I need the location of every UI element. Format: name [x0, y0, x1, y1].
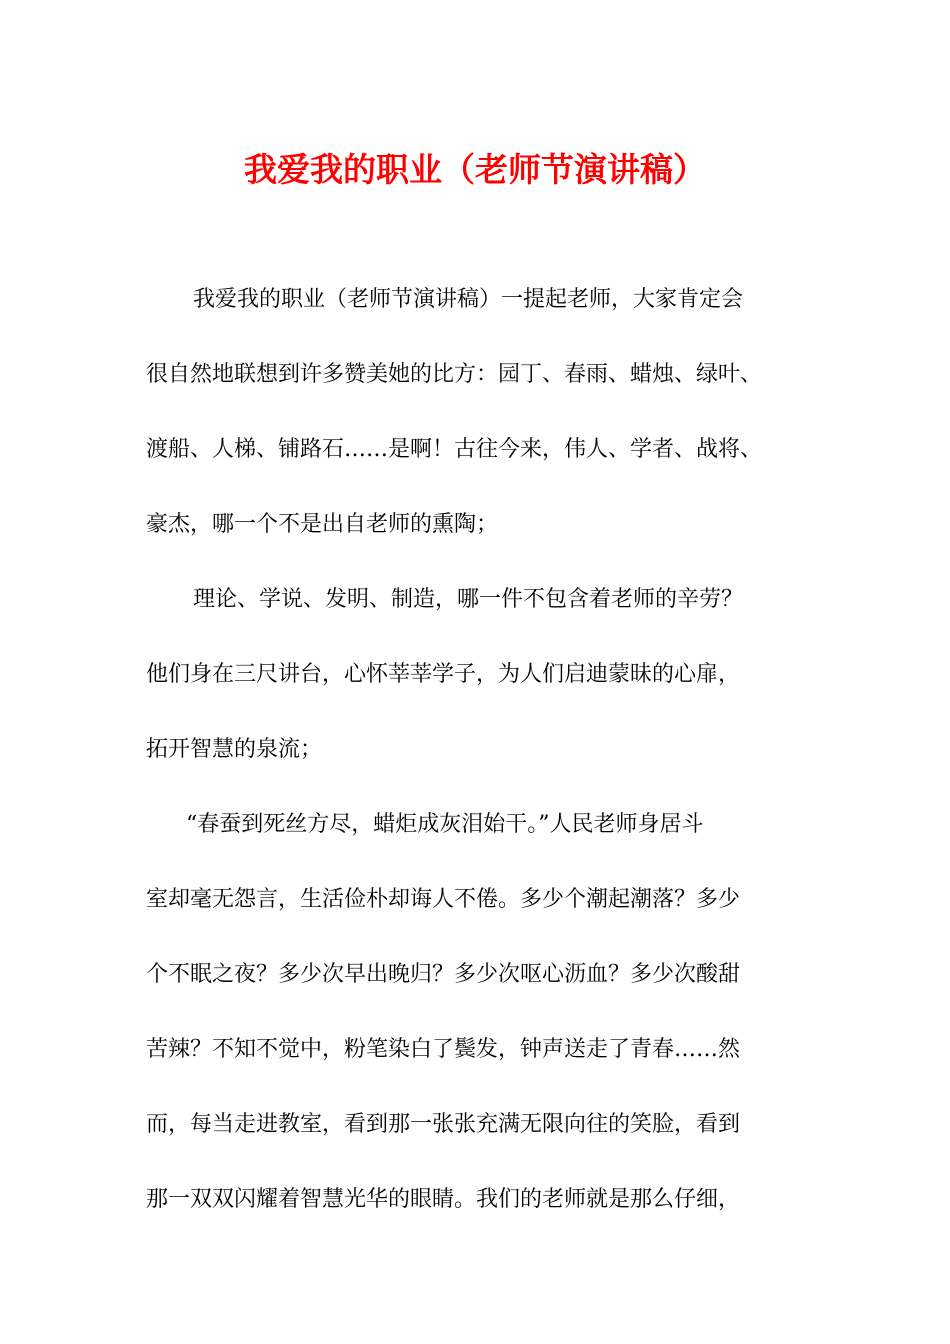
- paragraph-line-1: 我爱我的职业（老师节演讲稿）一提起老师，大家肯定会: [193, 287, 744, 312]
- document-body: [146, 279, 808, 1254]
- paragraph-line-11: 苦辣？不知不觉中，粉笔染白了鬓发，钟声送走了青春……然: [146, 1037, 741, 1062]
- paragraph-line-13: 那一双双闪耀着智慧光华的眼睛。我们的老师就是那么仔细，: [146, 1187, 741, 1212]
- paragraph-line-8: “春蚕到死丝方尽，蜡炬成灰泪始干。”人民老师身居斗: [186, 812, 704, 837]
- paragraph-line-3: 渡船、人梯、铺路石……是啊！古往今来，伟人、学者、战将、: [146, 437, 763, 462]
- paragraph-line-7: 拓开智慧的泉流；: [146, 737, 323, 762]
- paragraph-line-6: 他们身在三尺讲台，心怀莘莘学子，为人们启迪蒙昧的心扉，: [146, 662, 741, 687]
- document-title: 我爱我的职业（老师节演讲稿）: [244, 150, 706, 189]
- paragraph-line-9: 室却毫无怨言，生活俭朴却诲人不倦。多少个潮起潮落？多少: [146, 887, 741, 912]
- paragraph-line-2: 很自然地联想到许多赞美她的比方：园丁、春雨、蜡烛、绿叶、: [146, 362, 763, 387]
- paragraph-line-12: 而，每当走进教室，看到那一张张充满无限向往的笑脸，看到: [146, 1112, 741, 1137]
- paragraph-line-4: 豪杰，哪一个不是出自老师的熏陶；: [146, 512, 499, 537]
- paragraph-line-10: 个不眠之夜？多少次早出晚归？多少次呕心沥血？多少次酸甜: [146, 962, 741, 987]
- paragraph-line-5: 理论、学说、发明、制造，哪一件不包含着老师的辛劳？: [193, 587, 744, 612]
